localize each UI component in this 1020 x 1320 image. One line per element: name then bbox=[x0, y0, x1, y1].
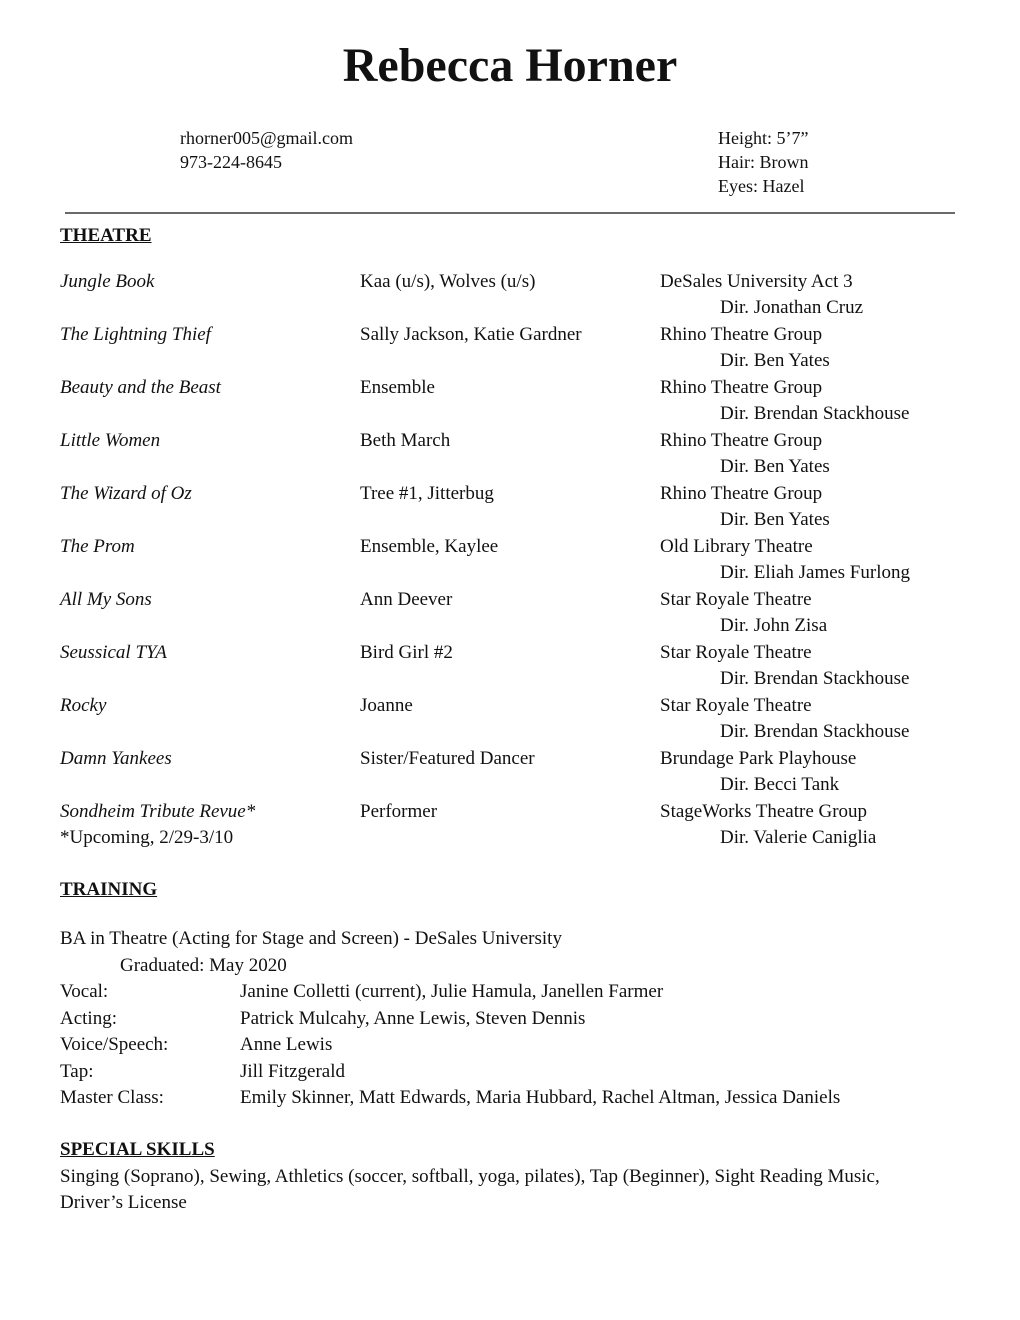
credit-role: Ensemble bbox=[360, 377, 435, 398]
credit-row bbox=[60, 534, 960, 587]
credit-row bbox=[60, 375, 960, 428]
training-row bbox=[60, 979, 960, 1006]
credit-row bbox=[60, 481, 960, 534]
credit-director: Dir. Becci Tank bbox=[720, 774, 840, 795]
training-row bbox=[60, 1032, 960, 1059]
credit-role: Sally Jackson, Katie Gardner bbox=[360, 324, 582, 345]
training-label: Master Class: bbox=[60, 1087, 164, 1108]
credit-company: Star Royale Theatre bbox=[660, 695, 812, 716]
credit-director: Dir. Valerie Caniglia bbox=[720, 827, 877, 848]
training-value: Jill Fitzgerald bbox=[240, 1060, 346, 1082]
credit-show: The Lightning Thief bbox=[60, 324, 211, 345]
height-text: Height: 5’7” bbox=[718, 128, 809, 148]
upcoming-note: *Upcoming, 2/29-3/10 bbox=[60, 827, 234, 848]
credit-row bbox=[60, 587, 960, 640]
phone-text: 973-224-8645 bbox=[180, 152, 282, 172]
credit-director: Dir. Brendan Stackhouse bbox=[720, 668, 910, 689]
degree-text: BA in Theatre (Acting for Stage and Screen) - DeSales University bbox=[60, 928, 562, 949]
training-value: Emily Skinner, Matt Edwards, Maria Hubbard, Rachel Altman, Jessica Daniels bbox=[240, 1087, 841, 1108]
credit-row bbox=[60, 746, 960, 799]
credit-show: Little Women bbox=[60, 430, 161, 451]
theatre-credits-list bbox=[60, 269, 960, 852]
training-label: Acting: bbox=[60, 1007, 117, 1029]
credit-show: Sondheim Tribute Revue* bbox=[60, 801, 256, 822]
credit-director: Dir. Ben Yates bbox=[720, 509, 830, 530]
hair-text: Hair: Brown bbox=[718, 152, 809, 172]
credit-director: Dir. Jonathan Cruz bbox=[720, 297, 864, 318]
training-value: Janine Colletti (current), Julie Hamula, Janellen Farmer bbox=[240, 981, 664, 1002]
credit-company: Star Royale Theatre bbox=[660, 642, 812, 663]
credit-company: Rhino Theatre Group bbox=[660, 324, 823, 345]
credit-director: Dir. Ben Yates bbox=[720, 350, 830, 371]
training-value: Anne Lewis bbox=[240, 1034, 333, 1055]
credit-row bbox=[60, 640, 960, 693]
credit-role: Ensemble, Kaylee bbox=[360, 536, 499, 557]
credit-role: Beth March bbox=[360, 430, 451, 451]
training-value: Patrick Mulcahy, Anne Lewis, Steven Dennis bbox=[240, 1007, 586, 1029]
credit-show: Rocky bbox=[60, 695, 107, 716]
credit-show: Beauty and the Beast bbox=[60, 377, 221, 398]
graduation-text: Graduated: May 2020 bbox=[120, 954, 287, 976]
training-label: Vocal: bbox=[60, 981, 109, 1002]
credit-show: All My Sons bbox=[60, 589, 152, 610]
credit-row bbox=[60, 799, 960, 852]
email-text: rhorner005@gmail.com bbox=[180, 128, 354, 148]
training-row bbox=[60, 1085, 960, 1112]
credit-role: Performer bbox=[360, 801, 438, 822]
credit-director: Dir. Brendan Stackhouse bbox=[720, 721, 910, 742]
credit-role: Kaa (u/s), Wolves (u/s) bbox=[360, 271, 536, 292]
credit-director: Dir. John Zisa bbox=[720, 615, 828, 636]
credit-company: DeSales University Act 3 bbox=[660, 271, 853, 292]
skills-section-title: SPECIAL SKILLS bbox=[60, 1139, 215, 1160]
credit-company: Rhino Theatre Group bbox=[660, 483, 823, 504]
credit-show: The Wizard of Oz bbox=[60, 483, 192, 504]
credit-company: Rhino Theatre Group bbox=[660, 377, 823, 398]
training-label: Tap: bbox=[60, 1060, 94, 1082]
credit-company: Rhino Theatre Group bbox=[660, 430, 823, 451]
resume-name: Rebecca Horner bbox=[342, 39, 678, 92]
credit-row bbox=[60, 428, 960, 481]
physical-stats bbox=[718, 126, 808, 198]
contact-info bbox=[180, 126, 353, 174]
credit-show: The Prom bbox=[60, 536, 135, 557]
credit-row bbox=[60, 693, 960, 746]
skills-text: Singing (Soprano), Sewing, Athletics (soccer, softball, yoga, pilates), Tap (Beginner), Sight Reading Music, Driver’s License bbox=[60, 1166, 880, 1213]
header-divider bbox=[65, 212, 955, 214]
training-row bbox=[60, 1059, 960, 1086]
credit-company: Star Royale Theatre bbox=[660, 589, 812, 610]
training-section-title: TRAINING bbox=[60, 879, 158, 900]
credit-company: Old Library Theatre bbox=[660, 536, 813, 557]
credit-director: Dir. Brendan Stackhouse bbox=[720, 403, 910, 424]
training-label: Voice/Speech: bbox=[60, 1034, 169, 1055]
credit-row bbox=[60, 269, 960, 322]
training-list bbox=[60, 926, 960, 1112]
training-row bbox=[60, 1006, 960, 1033]
credit-role: Bird Girl #2 bbox=[360, 642, 453, 663]
credit-role: Tree #1, Jitterbug bbox=[360, 483, 494, 504]
credit-role: Joanne bbox=[360, 695, 413, 716]
credit-row bbox=[60, 322, 960, 375]
credit-company: StageWorks Theatre Group bbox=[660, 801, 868, 822]
credit-company: Brundage Park Playhouse bbox=[660, 748, 857, 769]
credit-show: Seussical TYA bbox=[60, 642, 167, 663]
credit-director: Dir. Eliah James Furlong bbox=[720, 562, 910, 583]
credit-role: Sister/Featured Dancer bbox=[360, 748, 535, 769]
credit-director: Dir. Ben Yates bbox=[720, 456, 830, 477]
credit-show: Jungle Book bbox=[60, 271, 155, 292]
eyes-text: Eyes: Hazel bbox=[718, 176, 805, 196]
theatre-section-title: THEATRE bbox=[60, 225, 152, 246]
credit-role: Ann Deever bbox=[360, 589, 453, 610]
credit-show: Damn Yankees bbox=[60, 748, 172, 769]
